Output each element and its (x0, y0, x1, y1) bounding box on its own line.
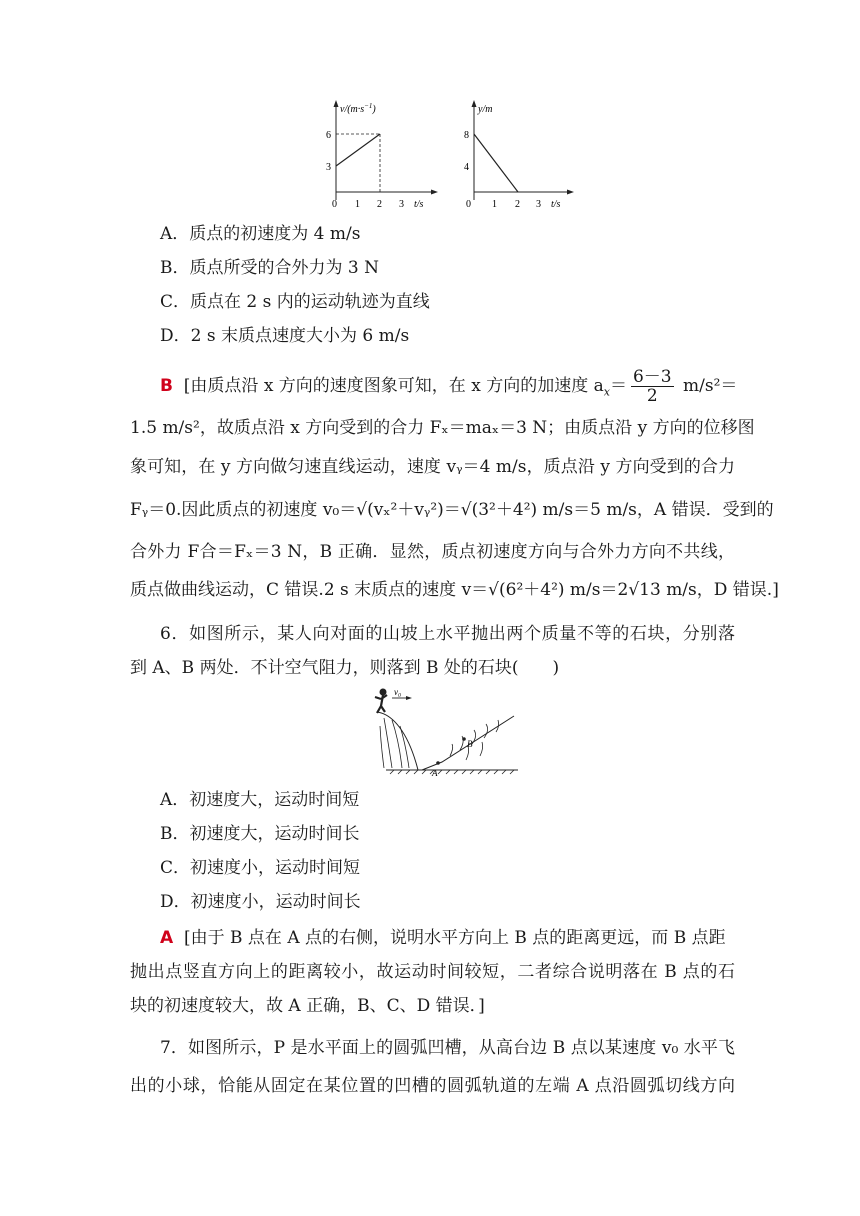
q7-stem-line-1: 7．如图所示，P 是水平面上的圆弧凹槽，从高台边 B 点以某速度 v₀ 水平飞 (160, 1038, 735, 1058)
q7-stem-line-2: 出的小球，恰能从固定在某位置的凹槽的圆弧轨道的左端 A 点沿圆弧切线方向 (130, 1076, 735, 1096)
x-tick-0: 0 (332, 199, 337, 210)
q5-explanation-line-2: 1.5 m/s²，故质点沿 x 方向受到的合力 Fₓ＝maₓ＝3 N；由质点沿 y 方向的位移图 (130, 418, 755, 438)
y-axis-arrow (472, 100, 477, 107)
q6-option-a: A．初速度大，运动时间短 (160, 790, 360, 810)
fraction: $\frac{6-3}{2}$ (632, 367, 672, 406)
q6-option-d: D．初速度小，运动时间长 (160, 892, 361, 912)
y-axis-label: $v/(m\cdot s^{-1})$ (340, 102, 376, 115)
q6-answer-letter: A (160, 928, 174, 948)
point-a-dot (436, 761, 440, 765)
x-axis-arrow (567, 190, 574, 195)
x-axis-label: t/s (414, 199, 424, 210)
hill-throw-figure (372, 686, 522, 778)
q5-explanation-line-5: 合外力 F合＝Fₓ＝3 N，B 正确．显然，质点初速度方向与合外力方向不共线， (130, 542, 735, 562)
x-axis-label: t/s (551, 199, 561, 210)
q5-option-c: C．质点在 2 s 内的运动轨迹为直线 (160, 292, 430, 312)
y-tick-6: 6 (326, 130, 331, 141)
q6-option-c: C．初速度小，运动时间短 (160, 858, 361, 878)
x-tick-2: 2 (377, 199, 382, 210)
x-tick-2: 2 (515, 199, 520, 210)
ground-hatching (390, 770, 514, 774)
person-head (380, 689, 387, 696)
q6-explanation-line-3: 块的初速度较大，故 A 正确，B、C、D 错误．] (130, 996, 485, 1016)
y-axis-label: y/m (478, 104, 493, 115)
point-b-dot (462, 737, 466, 741)
q5-explanation-line-6: 质点做曲线运动，C 错误.2 s 末质点的速度 v＝√(6²＋4²) m/s＝2√13 m/s，D 错误.] (130, 580, 779, 600)
q5-option-b: B．质点所受的合外力为 3 N (160, 258, 379, 278)
y-tick-3: 3 (326, 162, 331, 173)
person-body (375, 695, 387, 713)
cliff-hatching (380, 718, 409, 768)
v0-label: v₀ (394, 687, 402, 697)
q6-explanation-line-1: A [由于 B 点在 A 点的右侧，说明水平方向上 B 点的距离更远，而 B 点距 (160, 928, 726, 948)
y-tick-4: 4 (464, 162, 469, 173)
x-tick-0: 0 (466, 199, 471, 210)
x-tick-1: 1 (492, 199, 497, 210)
velocity-line (336, 134, 380, 166)
q5-option-d: D．2 s 末质点速度大小为 6 m/s (160, 326, 410, 346)
q5-explanation-line-1: B [由质点沿 x 方向的速度图象可知，在 x 方向的加速度 $a_x=$ $\frac{6-3}{2}$ m/s²＝ (160, 367, 738, 406)
q6-stem-line-1: 6．如图所示，某人向对面的山坡上水平抛出两个质量不等的石块，分别落 (160, 624, 735, 644)
slope-hatching (450, 720, 499, 760)
q5-explanation-line-3: 象可知，在 y 方向做匀速直线运动，速度 vᵧ＝4 m/s，质点沿 y 方向受到的合力 (130, 457, 735, 477)
q5-option-a: A．质点的初速度为 4 m/s (160, 224, 361, 244)
x-tick-1: 1 (355, 199, 360, 210)
q6-stem-line-2: 到 A、B 两处．不计空气阻力，则落到 B 处的石块( ) (130, 658, 560, 678)
x-axis-arrow (431, 190, 438, 195)
velocity-time-graph (318, 96, 440, 212)
point-b-label: B (467, 739, 473, 749)
velocity-arrowhead (406, 696, 412, 700)
q5-explanation-line-4: Fᵧ＝0.因此质点的初速度 v₀＝√(vₓ²＋vᵧ²)＝√(3²＋4²) m/s＝5 m/s，A 错误．受到的 (130, 500, 774, 520)
position-line (474, 134, 518, 192)
y-axis-arrow (334, 100, 339, 107)
point-a-label: A (432, 768, 438, 778)
x-tick-3: 3 (399, 199, 404, 210)
position-time-graph (456, 96, 576, 212)
q6-explanation-line-2: 抛出点竖直方向上的距离较小，故运动时间较短，二者综合说明落在 B 点的石 (130, 962, 735, 982)
q5-answer-letter: B (160, 376, 173, 396)
y-tick-8: 8 (464, 130, 469, 141)
q6-option-b: B．初速度大，运动时间长 (160, 824, 360, 844)
x-tick-3: 3 (536, 199, 541, 210)
